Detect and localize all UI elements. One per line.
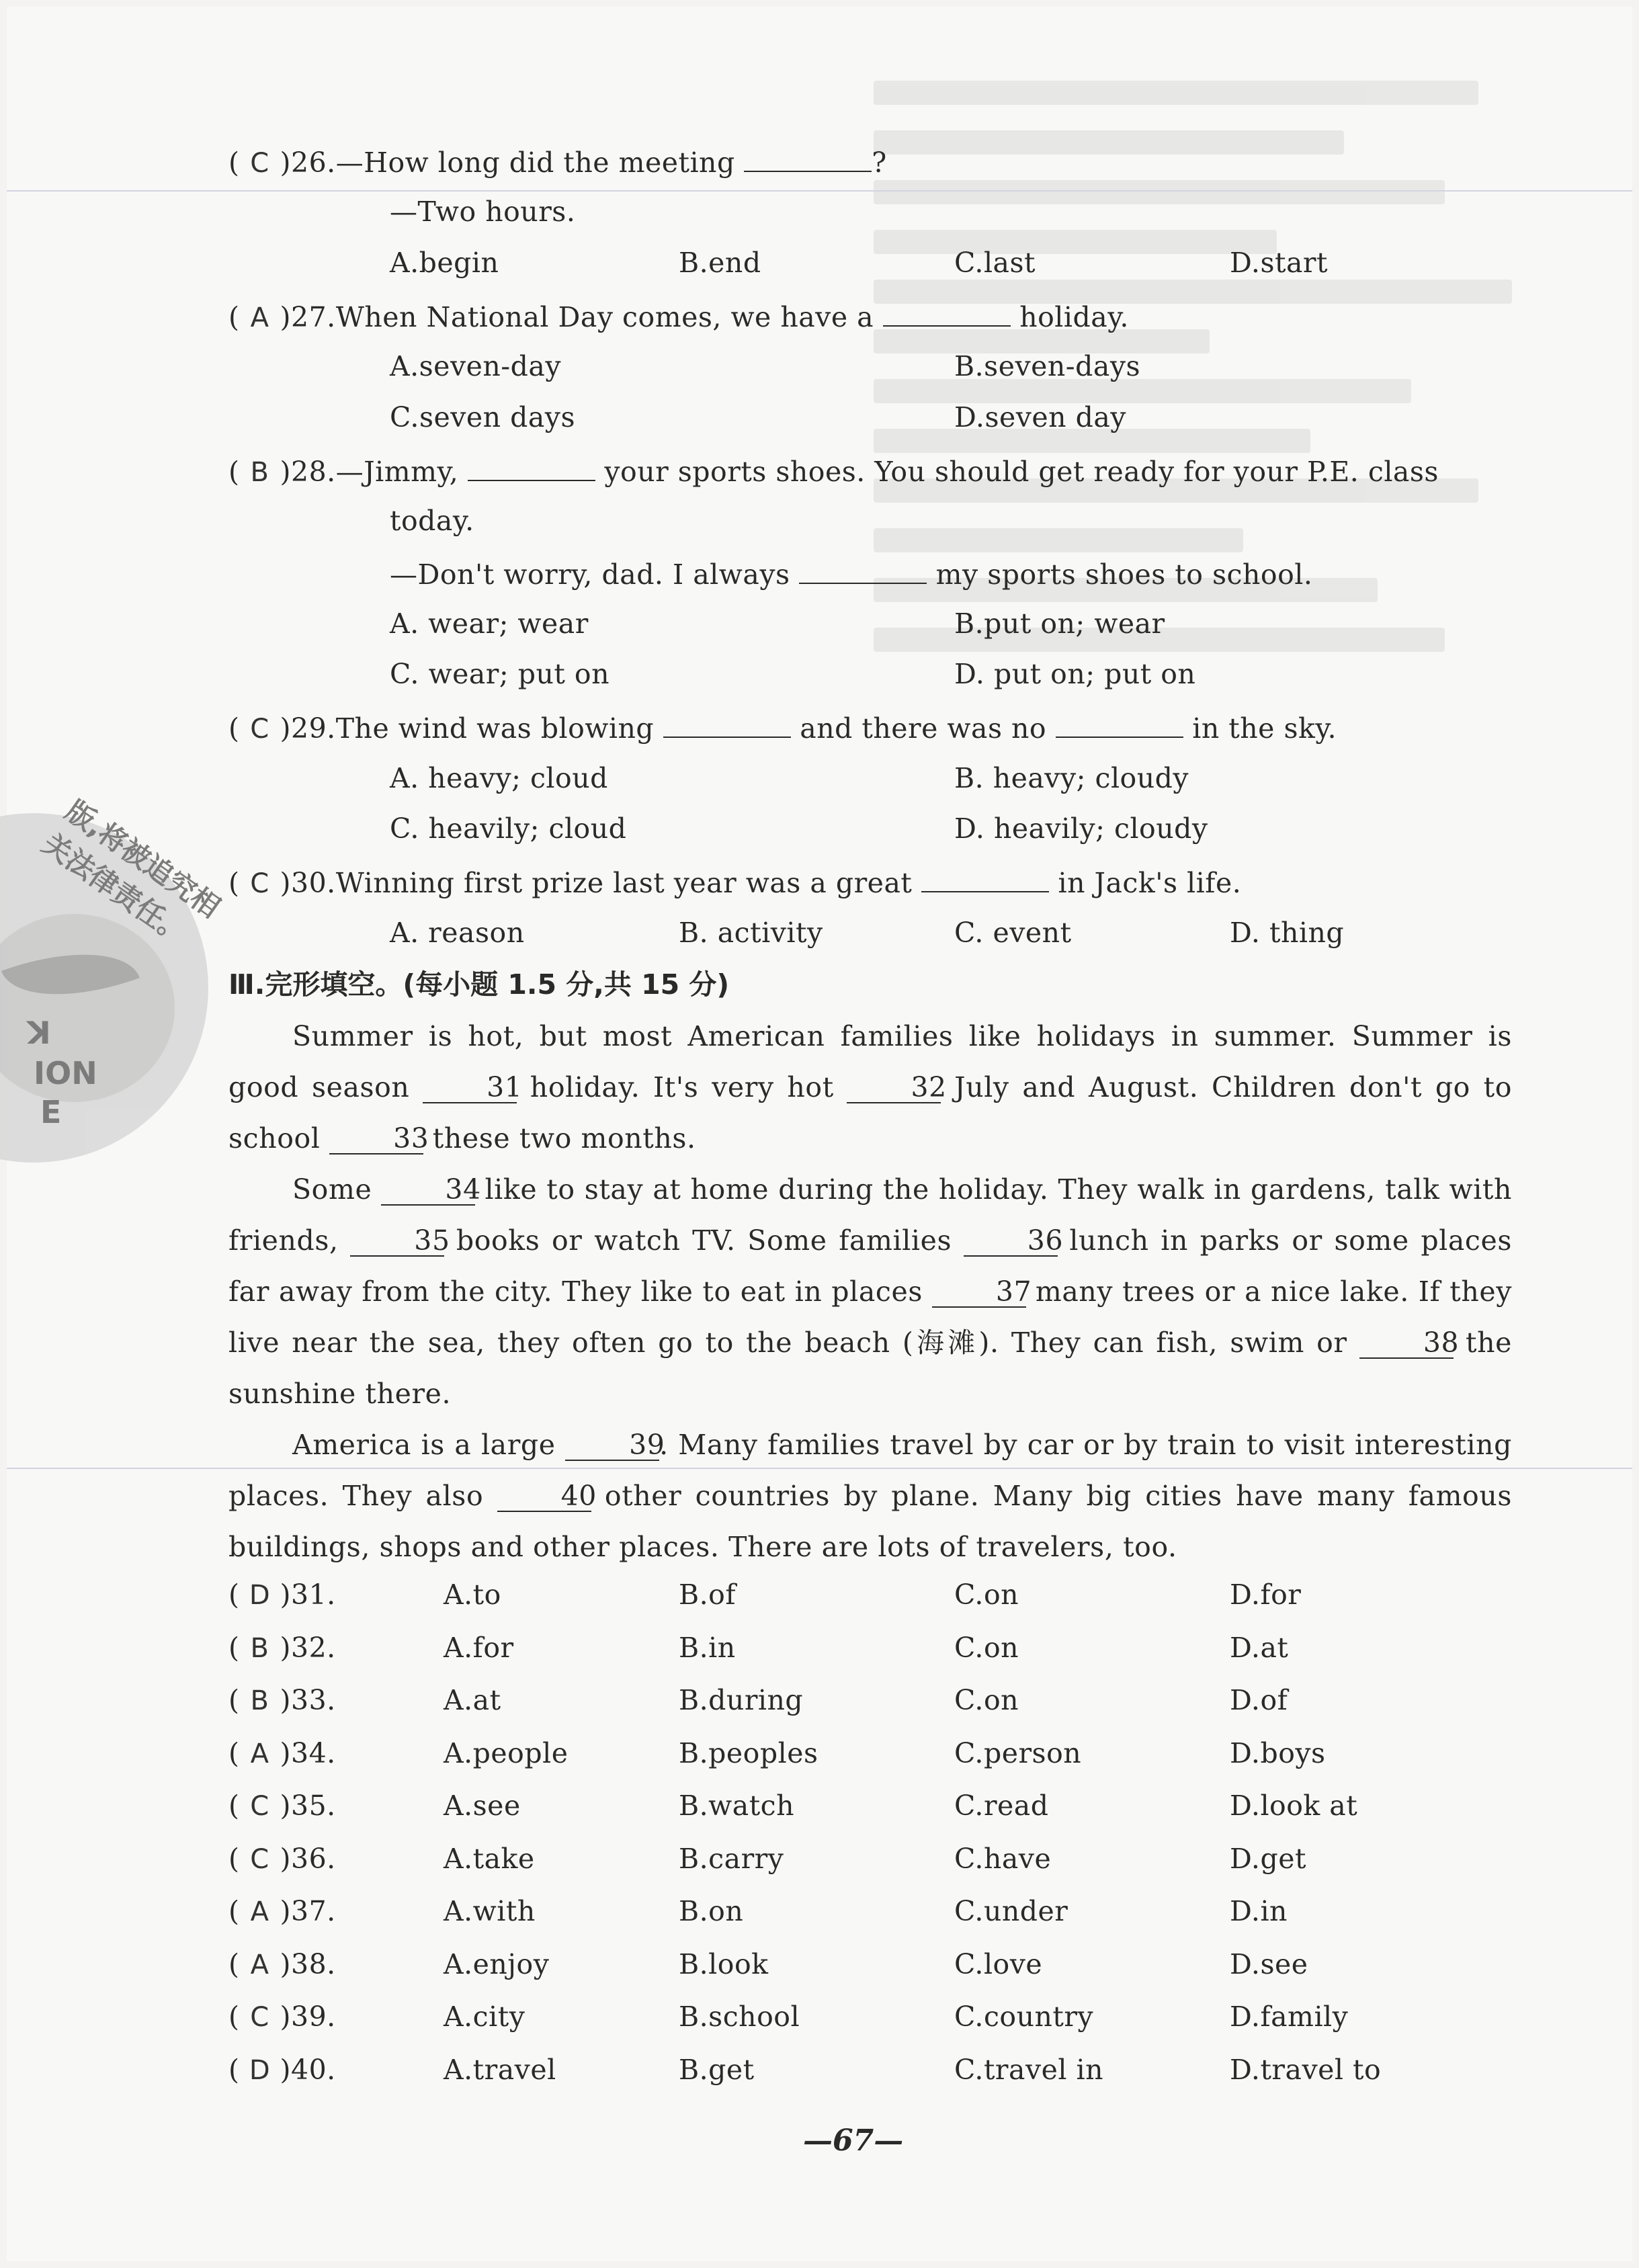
question-30: ( C )30.Winning first prize last year was a great in Jack's life. bbox=[228, 862, 1241, 902]
option-b[interactable]: B.put on; wear bbox=[954, 607, 1165, 640]
question-number: )29. bbox=[280, 712, 336, 745]
cloze-question-37: ( A )37. bbox=[228, 1892, 336, 1931]
option-a[interactable]: A.with bbox=[444, 1895, 536, 1927]
question-text: your sports shoes. You should get ready for your P.E. class bbox=[604, 456, 1439, 488]
question-text: The wind was blowing bbox=[335, 712, 655, 745]
option-c[interactable]: C.have bbox=[954, 1842, 1052, 1875]
cloze-question-38: ( A )38. bbox=[228, 1945, 336, 1984]
cloze-blank-31[interactable]: 31 bbox=[423, 1073, 517, 1103]
option-c[interactable]: C. wear; put on bbox=[390, 658, 610, 690]
answer-blank[interactable] bbox=[1056, 707, 1183, 738]
cloze-blank-40[interactable]: 40 bbox=[497, 1481, 591, 1512]
option-c[interactable]: C.last bbox=[954, 247, 1036, 279]
option-b[interactable]: B.on bbox=[679, 1895, 744, 1927]
passage-text: . Many families travel by car or by train to visit interesting places. They also bbox=[228, 1429, 1512, 1512]
cloze-blank-33[interactable]: 33 bbox=[329, 1124, 423, 1154]
question-text: holiday. bbox=[1019, 301, 1129, 333]
seal-fragment: ION bbox=[34, 1055, 97, 1091]
question-number: )31. bbox=[280, 1579, 336, 1611]
option-b[interactable]: B. activity bbox=[679, 917, 823, 949]
question-text: in Jack's life. bbox=[1058, 867, 1242, 899]
question-number: )34. bbox=[280, 1736, 336, 1769]
answer-mark: A bbox=[250, 302, 269, 333]
question-text: in the sky. bbox=[1192, 712, 1337, 745]
section-title: Ⅲ.完形填空。(每小题 1.5 分,共 15 分) bbox=[228, 968, 730, 1001]
page-number: —67— bbox=[803, 2124, 904, 2158]
option-b[interactable]: B. heavy; cloudy bbox=[954, 762, 1189, 794]
passage-text: lunch in parks or some places far away from the city. They like to eat in places bbox=[228, 1224, 1512, 1308]
option-a[interactable]: A.seven-day bbox=[390, 350, 561, 382]
option-c[interactable]: C.on bbox=[954, 1631, 1019, 1664]
option-c[interactable]: C.on bbox=[954, 1684, 1019, 1716]
option-d[interactable]: D. put on; put on bbox=[954, 658, 1196, 690]
passage-paragraph-2 bbox=[228, 1164, 1512, 1419]
option-c[interactable]: C.under bbox=[954, 1895, 1068, 1927]
question-text: —How long did the meeting bbox=[335, 146, 735, 179]
answer-mark: B bbox=[250, 457, 269, 488]
question-number: )38. bbox=[280, 1947, 336, 1980]
option-c[interactable]: C.read bbox=[954, 1790, 1049, 1822]
option-c[interactable]: C.love bbox=[954, 1947, 1043, 1980]
answer-mark: A bbox=[250, 1738, 269, 1769]
option-d[interactable]: D.at bbox=[1230, 1631, 1289, 1664]
question-text: my sports shoes to school. bbox=[935, 558, 1313, 591]
question-29: ( C )29.The wind was blowing and there was no in the sky. bbox=[228, 707, 1337, 748]
option-b[interactable]: B.of bbox=[679, 1579, 737, 1611]
answer-mark: B bbox=[250, 1632, 269, 1664]
option-d[interactable]: D.see bbox=[1230, 1947, 1308, 1980]
option-d[interactable]: D.travel to bbox=[1230, 2053, 1382, 2086]
cloze-blank-34[interactable]: 34 bbox=[381, 1175, 475, 1206]
option-d[interactable]: D.boys bbox=[1230, 1736, 1326, 1769]
passage-text: many trees or a nice lake. If they live near the sea, they often go to the beach (海滩). They can fish, swim or bbox=[228, 1275, 1512, 1359]
option-d[interactable]: D.start bbox=[1230, 247, 1328, 279]
passage-text: books or watch TV. Some families bbox=[444, 1224, 964, 1257]
option-b[interactable]: B.peoples bbox=[679, 1736, 818, 1769]
option-a[interactable]: A.take bbox=[444, 1842, 535, 1875]
passage-paragraph-3 bbox=[228, 1419, 1512, 1572]
option-d[interactable]: D.look at bbox=[1230, 1790, 1358, 1822]
cloze-question-33: ( B )33. bbox=[228, 1681, 336, 1720]
option-a[interactable]: A.see bbox=[444, 1790, 521, 1822]
question-number: )27. bbox=[280, 301, 336, 333]
cloze-blank-37[interactable]: 37 bbox=[932, 1277, 1026, 1308]
option-b[interactable]: B.look bbox=[679, 1947, 769, 1980]
answer-mark: B bbox=[250, 1685, 269, 1716]
answer-blank[interactable] bbox=[921, 862, 1049, 892]
answer-mark: C bbox=[250, 868, 269, 899]
passage-text: the sunshine there. bbox=[228, 1327, 1512, 1410]
seal-fragment: E bbox=[40, 1094, 62, 1130]
option-d[interactable]: D. heavily; cloudy bbox=[954, 812, 1208, 845]
option-a[interactable]: A.people bbox=[444, 1736, 569, 1769]
cloze-blank-32[interactable]: 32 bbox=[847, 1073, 941, 1103]
answer-mark: D bbox=[249, 1580, 271, 1611]
option-d[interactable]: D.for bbox=[1230, 1579, 1302, 1611]
question-26: ( C )26.—How long did the meeting ? bbox=[228, 141, 887, 182]
option-c[interactable]: C. heavily; cloud bbox=[390, 812, 627, 845]
rule-line bbox=[7, 190, 1632, 192]
question-text: —Don't worry, dad. I always bbox=[390, 558, 790, 591]
answer-mark: D bbox=[249, 2054, 271, 2086]
option-c[interactable]: C.country bbox=[954, 2001, 1094, 2033]
passage-paragraph-1 bbox=[228, 1011, 1512, 1164]
option-a[interactable]: A.travel bbox=[444, 2053, 556, 2086]
question-number: )36. bbox=[280, 1842, 336, 1875]
question-number: )39. bbox=[280, 2001, 336, 2033]
option-b[interactable]: B.during bbox=[679, 1684, 804, 1716]
question-text: —Two hours. bbox=[390, 196, 576, 228]
option-c[interactable]: C.travel in bbox=[954, 2053, 1104, 2086]
answer-mark: C bbox=[250, 1843, 269, 1875]
option-b[interactable]: B.seven-days bbox=[954, 350, 1141, 382]
question-28: ( B )28.—Jimmy, your sports shoes. You should get ready for your P.E. class bbox=[228, 450, 1439, 491]
cloze-question-40: ( D )40. bbox=[228, 2051, 336, 2089]
question-text: —Jimmy, bbox=[335, 456, 459, 488]
option-c[interactable]: C.person bbox=[954, 1736, 1082, 1769]
question-text: When National Day comes, we have a bbox=[335, 301, 874, 333]
option-a[interactable]: A. wear; wear bbox=[390, 607, 589, 640]
option-b[interactable]: B.carry bbox=[679, 1842, 784, 1875]
answer-mark: A bbox=[250, 1949, 269, 1980]
option-b[interactable]: B.end bbox=[679, 247, 761, 279]
question-number: )28. bbox=[280, 456, 336, 488]
question-text bbox=[390, 553, 1312, 593]
option-a[interactable]: A.for bbox=[444, 1631, 514, 1664]
passage-text: these two months. bbox=[423, 1122, 696, 1154]
passage-text: America is a large bbox=[292, 1429, 566, 1461]
answer-blank[interactable] bbox=[883, 296, 1011, 327]
question-number: )37. bbox=[280, 1895, 336, 1927]
option-c[interactable]: C.seven days bbox=[390, 401, 576, 433]
option-d[interactable]: D.of bbox=[1230, 1684, 1288, 1716]
answer-mark: C bbox=[250, 2002, 269, 2033]
passage-text: holiday. It's very hot bbox=[517, 1071, 847, 1103]
option-c[interactable]: C. event bbox=[954, 917, 1072, 949]
question-number: )30. bbox=[280, 867, 336, 899]
cloze-blank-36[interactable]: 36 bbox=[964, 1226, 1058, 1257]
seal-fragment: ꓘ bbox=[27, 1015, 51, 1051]
cloze-blank-39[interactable]: 39 bbox=[565, 1430, 659, 1461]
option-a[interactable]: A.enjoy bbox=[444, 1947, 550, 1980]
cloze-blank-35[interactable]: 35 bbox=[350, 1226, 444, 1257]
option-b[interactable]: B.in bbox=[679, 1631, 736, 1664]
passage-text: July and August. Children don't go to school bbox=[228, 1071, 1512, 1154]
option-a[interactable]: A. heavy; cloud bbox=[390, 762, 608, 794]
answer-mark: C bbox=[250, 714, 269, 745]
option-a[interactable]: A.city bbox=[444, 2001, 526, 2033]
cloze-question-39: ( C )39. bbox=[228, 1998, 336, 2036]
question-text: Winning first prize last year was a great bbox=[335, 867, 913, 899]
passage-text: Some bbox=[292, 1173, 382, 1206]
answer-blank[interactable] bbox=[663, 707, 791, 738]
answer-mark: C bbox=[250, 148, 269, 179]
seal-arc-text: 版,将被追究相关法律责任。 bbox=[36, 794, 226, 952]
answer-blank[interactable] bbox=[744, 141, 872, 172]
question-number: )26. bbox=[280, 146, 336, 179]
option-d[interactable]: D. thing bbox=[1230, 917, 1345, 949]
question-27: ( A )27.When National Day comes, we have a holiday. bbox=[228, 296, 1129, 337]
question-number: )33. bbox=[280, 1684, 336, 1716]
question-number: )35. bbox=[280, 1790, 336, 1822]
option-b[interactable]: B.watch bbox=[679, 1790, 795, 1822]
question-text: ? bbox=[872, 146, 887, 179]
question-text: today. bbox=[390, 505, 474, 537]
passage-text: other countries by plane. Many big cities have many famous buildings, shops and other places. There are lots of travelers, too. bbox=[228, 1480, 1512, 1563]
option-d[interactable]: D.seven day bbox=[954, 401, 1126, 433]
answer-blank[interactable] bbox=[799, 553, 927, 584]
answer-mark: C bbox=[250, 1791, 269, 1822]
option-d[interactable]: D.get bbox=[1230, 1842, 1306, 1875]
option-b[interactable]: B.get bbox=[679, 2053, 755, 2086]
question-number: )32. bbox=[280, 1631, 336, 1664]
answer-mark: A bbox=[250, 1896, 269, 1927]
option-a[interactable]: A.begin bbox=[390, 247, 499, 279]
answer-blank[interactable] bbox=[468, 450, 595, 481]
cloze-question-35: ( C )35. bbox=[228, 1787, 336, 1825]
option-a[interactable]: A.to bbox=[444, 1579, 501, 1611]
option-a[interactable]: A.at bbox=[444, 1684, 501, 1716]
cloze-question-31: ( D )31. bbox=[228, 1576, 336, 1614]
cloze-question-36: ( C )36. bbox=[228, 1840, 336, 1878]
option-d[interactable]: D.family bbox=[1230, 2001, 1349, 2033]
cloze-blank-38[interactable]: 38 bbox=[1359, 1328, 1454, 1359]
cloze-question-32: ( B )32. bbox=[228, 1629, 336, 1667]
cloze-question-34: ( A )34. bbox=[228, 1734, 336, 1773]
option-c[interactable]: C.on bbox=[954, 1579, 1019, 1611]
question-number: )40. bbox=[280, 2053, 336, 2086]
passage-text: like to stay at home during the holiday. They walk in gardens, talk with friends, bbox=[228, 1173, 1512, 1257]
option-d[interactable]: D.in bbox=[1230, 1895, 1288, 1927]
question-text: and there was no bbox=[800, 712, 1047, 745]
option-a[interactable]: A. reason bbox=[390, 917, 525, 949]
option-b[interactable]: B.school bbox=[679, 2001, 800, 2033]
passage-text: Summer is hot, but most American families like holidays in summer. Summer is good season bbox=[228, 1020, 1512, 1103]
